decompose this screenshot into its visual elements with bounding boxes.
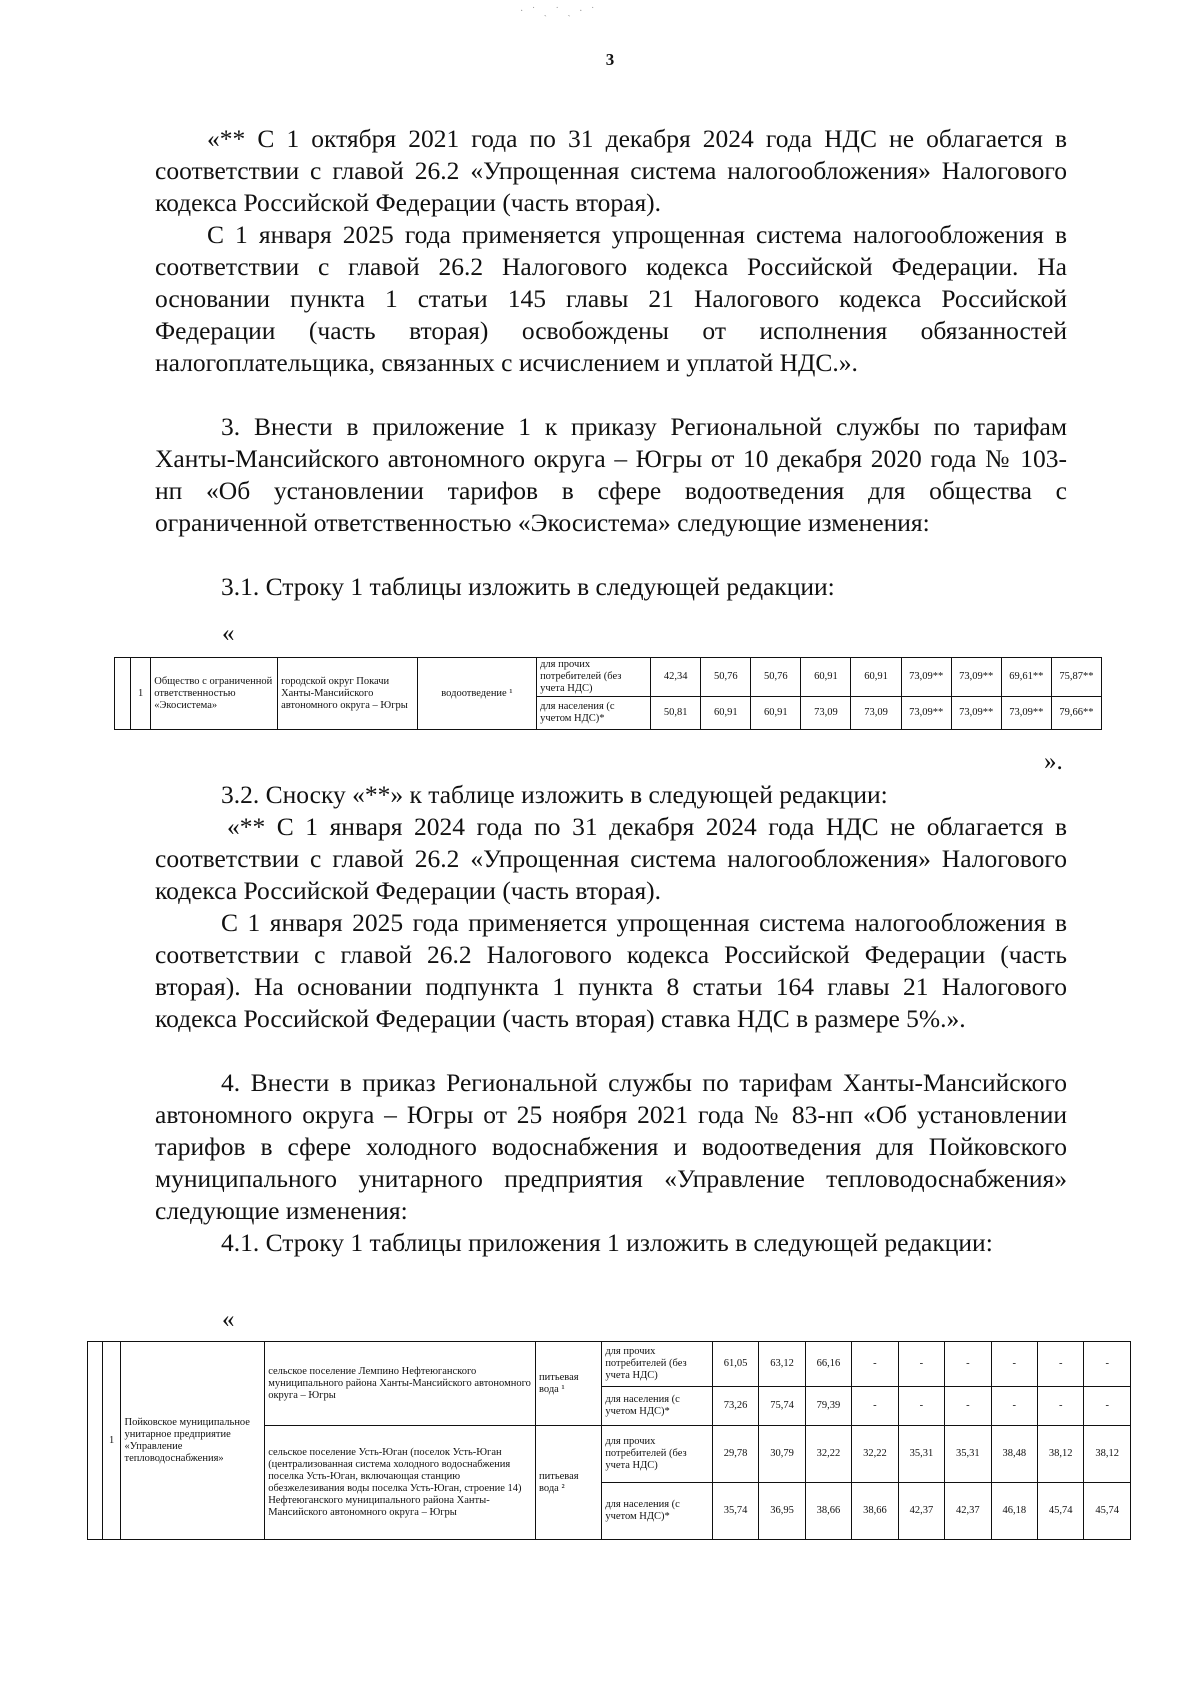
tariff-value: 79,39 <box>805 1387 851 1426</box>
item-3-1-paragraph: 3.1. Строку 1 таблицы изложить в следующей редакции: <box>221 572 835 601</box>
tariff-value: - <box>991 1387 1037 1426</box>
tariff-value: 38,12 <box>1038 1426 1084 1483</box>
tariff-value: 32,22 <box>852 1426 898 1483</box>
tariff-value: - <box>1038 1342 1084 1387</box>
organization-name: Общество с ограниченной ответственностью «Экосистема» <box>151 658 278 730</box>
tariff-value: 69,61** <box>1001 658 1051 697</box>
tariff-value: 73,09** <box>951 697 1001 730</box>
service-type: питьевая вода ² <box>536 1426 602 1540</box>
territory-name: городской округ Покачи Ханты-Мансийского автономного округа – Югры <box>278 658 418 730</box>
tariff-value: 60,91 <box>701 697 751 730</box>
row-index-cell <box>115 658 131 730</box>
organization-name: Пойковское муниципальное унитарное предприятие «Управление тепловодоснабжения» <box>121 1342 265 1540</box>
row-index-cell <box>88 1342 103 1540</box>
tariff-value: 45,74 <box>1038 1483 1084 1540</box>
row-number: 1 <box>130 658 150 730</box>
item-3-2-paragraph: 3.2. Сноску «**» к таблице изложить в следующей редакции: <box>221 780 888 809</box>
table1-close-quote: ». <box>1044 748 1063 775</box>
tariff-value: 42,37 <box>945 1483 991 1540</box>
consumer-category: для прочих потребителей (без учета НДС) <box>602 1426 713 1483</box>
tariff-value: - <box>945 1342 991 1387</box>
tariff-value: 38,48 <box>991 1426 1037 1483</box>
tariff-value: - <box>898 1342 944 1387</box>
consumer-category: для населения (с учетом НДС)* <box>602 1483 713 1540</box>
tariff-value: 32,22 <box>805 1426 851 1483</box>
tariff-value: 73,26 <box>712 1387 758 1426</box>
tariff-value: 42,37 <box>898 1483 944 1540</box>
tariff-value: 46,18 <box>991 1483 1037 1540</box>
scan-artifacts: · ˙ ˏ ˙ ˏ · ˙ <box>520 6 598 17</box>
tariff-value: 60,91 <box>801 658 851 697</box>
tariff-table-poikovskoe <box>87 1341 1131 1540</box>
tariff-value: 63,12 <box>759 1342 805 1387</box>
tariff-value: 36,95 <box>759 1483 805 1540</box>
tariff-value: - <box>1084 1387 1131 1426</box>
territory-name: сельское поселение Лемпино Нефтеюганского муниципального района Ханты-Мансийского автономного округа – Югры <box>265 1342 536 1426</box>
consumer-category: для прочих потребителей (без учета НДС) <box>537 658 651 697</box>
tariff-value: 50,76 <box>701 658 751 697</box>
tariff-value: 73,09** <box>901 658 951 697</box>
service-type: водоотведение ¹ <box>417 658 536 730</box>
table1-open-quote: « <box>222 620 235 647</box>
footnote-new-paragraph-1: «** С 1 января 2024 года по 31 декабря 2024 года НДС не облагается в соответствии с главой 26.2 «Упрощенная система налогообложения» Налогового кодекса Российской Федерации (часть вторая). <box>155 812 1067 905</box>
table2-open-quote: « <box>222 1306 235 1333</box>
row-number: 1 <box>102 1342 121 1540</box>
footnote-new-paragraph-2: С 1 января 2025 года применяется упрощенная система налогообложения в соответствии с главой 26.2 Налогового кодекса Российской Федерации (часть вторая). На основании подпункта 1 пункта 8 статьи 164 главы 21 Налогового кодекса Российской Федерации (часть вторая) ставка НДС в размере 5%.». <box>155 908 1067 1033</box>
tariff-value: 73,09 <box>851 697 901 730</box>
tariff-value: 50,76 <box>751 658 801 697</box>
consumer-category: для населения (с учетом НДС)* <box>602 1387 713 1426</box>
tariff-value: - <box>898 1387 944 1426</box>
consumer-category: для населения (с учетом НДС)* <box>537 697 651 730</box>
territory-name: сельское поселение Усть-Юган (поселок Усть-Юган (централизованная система холодного водоснабжения поселка Усть-Юган, включающая станцию обезжелезивания воды поселка Усть-Юган, строение 14) Нефтеюганского муниципального района Ханты-Мансийского автономного округа – Югры <box>265 1426 536 1540</box>
tariff-table-ekosistema <box>114 657 1102 730</box>
tariff-value: - <box>1038 1387 1084 1426</box>
tariff-value: 38,66 <box>805 1483 851 1540</box>
item-4-paragraph: 4. Внести в приказ Региональной службы по тарифам Ханты-Мансийского автономного округа – Югры от 25 ноября 2021 года № 83-нп «Об установлении тарифов в сфере холодного водоснабжения и водоотведения для Пойковского муниципального унитарного предприятия «Управление тепловодоснабжения» следующие изменения: <box>155 1068 1067 1225</box>
tariff-value: 42,34 <box>651 658 701 697</box>
service-type: питьевая вода ¹ <box>536 1342 602 1426</box>
tariff-value: 38,66 <box>852 1483 898 1540</box>
tariff-value: - <box>852 1387 898 1426</box>
tariff-value: 35,74 <box>712 1483 758 1540</box>
tariff-value: 73,09** <box>951 658 1001 697</box>
tariff-value: 66,16 <box>805 1342 851 1387</box>
tariff-value: 79,66** <box>1051 697 1101 730</box>
tariff-value: 30,79 <box>759 1426 805 1483</box>
tariff-value: - <box>991 1342 1037 1387</box>
tariff-value: 50,81 <box>651 697 701 730</box>
tariff-value: 38,12 <box>1084 1426 1131 1483</box>
table-row <box>115 658 1102 697</box>
footnote-paragraph-2: С 1 января 2025 года применяется упрощенная система налогообложения в соответствии с главой 26.2 Налогового кодекса Российской Федерации. На основании пункта 1 статьи 145 главы 21 Налогового кодекса Российской Федерации (часть вторая) освобождены от исполнения обязанностей налогоплательщика, связанных с исчислением и уплатой НДС.». <box>155 220 1067 377</box>
tariff-value: 60,91 <box>851 658 901 697</box>
tariff-value: 73,09** <box>1001 697 1051 730</box>
footnote-paragraph-1: «** С 1 октября 2021 года по 31 декабря 2024 года НДС не облагается в соответствии с главой 26.2 «Упрощенная система налогообложения» Налогового кодекса Российской Федерации (часть вторая). <box>155 124 1067 217</box>
tariff-value: 75,74 <box>759 1387 805 1426</box>
tariff-value: 73,09** <box>901 697 951 730</box>
tariff-value: 29,78 <box>712 1426 758 1483</box>
item-4-1-paragraph: 4.1. Строку 1 таблицы приложения 1 изложить в следующей редакции: <box>221 1228 993 1257</box>
tariff-value: 35,31 <box>898 1426 944 1483</box>
tariff-value: - <box>1084 1342 1131 1387</box>
tariff-value: 35,31 <box>945 1426 991 1483</box>
page-number: 3 <box>605 50 615 69</box>
tariff-value: - <box>852 1342 898 1387</box>
consumer-category: для прочих потребителей (без учета НДС) <box>602 1342 713 1387</box>
table-row <box>88 1342 1131 1387</box>
tariff-value: 73,09 <box>801 697 851 730</box>
tariff-value: 60,91 <box>751 697 801 730</box>
item-3-paragraph: 3. Внести в приложение 1 к приказу Региональной службы по тарифам Ханты-Мансийского автономного округа – Югры от 10 декабря 2020 года № 103-нп «Об установлении тарифов в сфере водоотведения для общества с ограниченной ответственностью «Экосистема» следующие изменения: <box>155 412 1067 537</box>
tariff-value: 61,05 <box>712 1342 758 1387</box>
tariff-value: - <box>945 1387 991 1426</box>
tariff-value: 45,74 <box>1084 1483 1131 1540</box>
tariff-value: 75,87** <box>1051 658 1101 697</box>
